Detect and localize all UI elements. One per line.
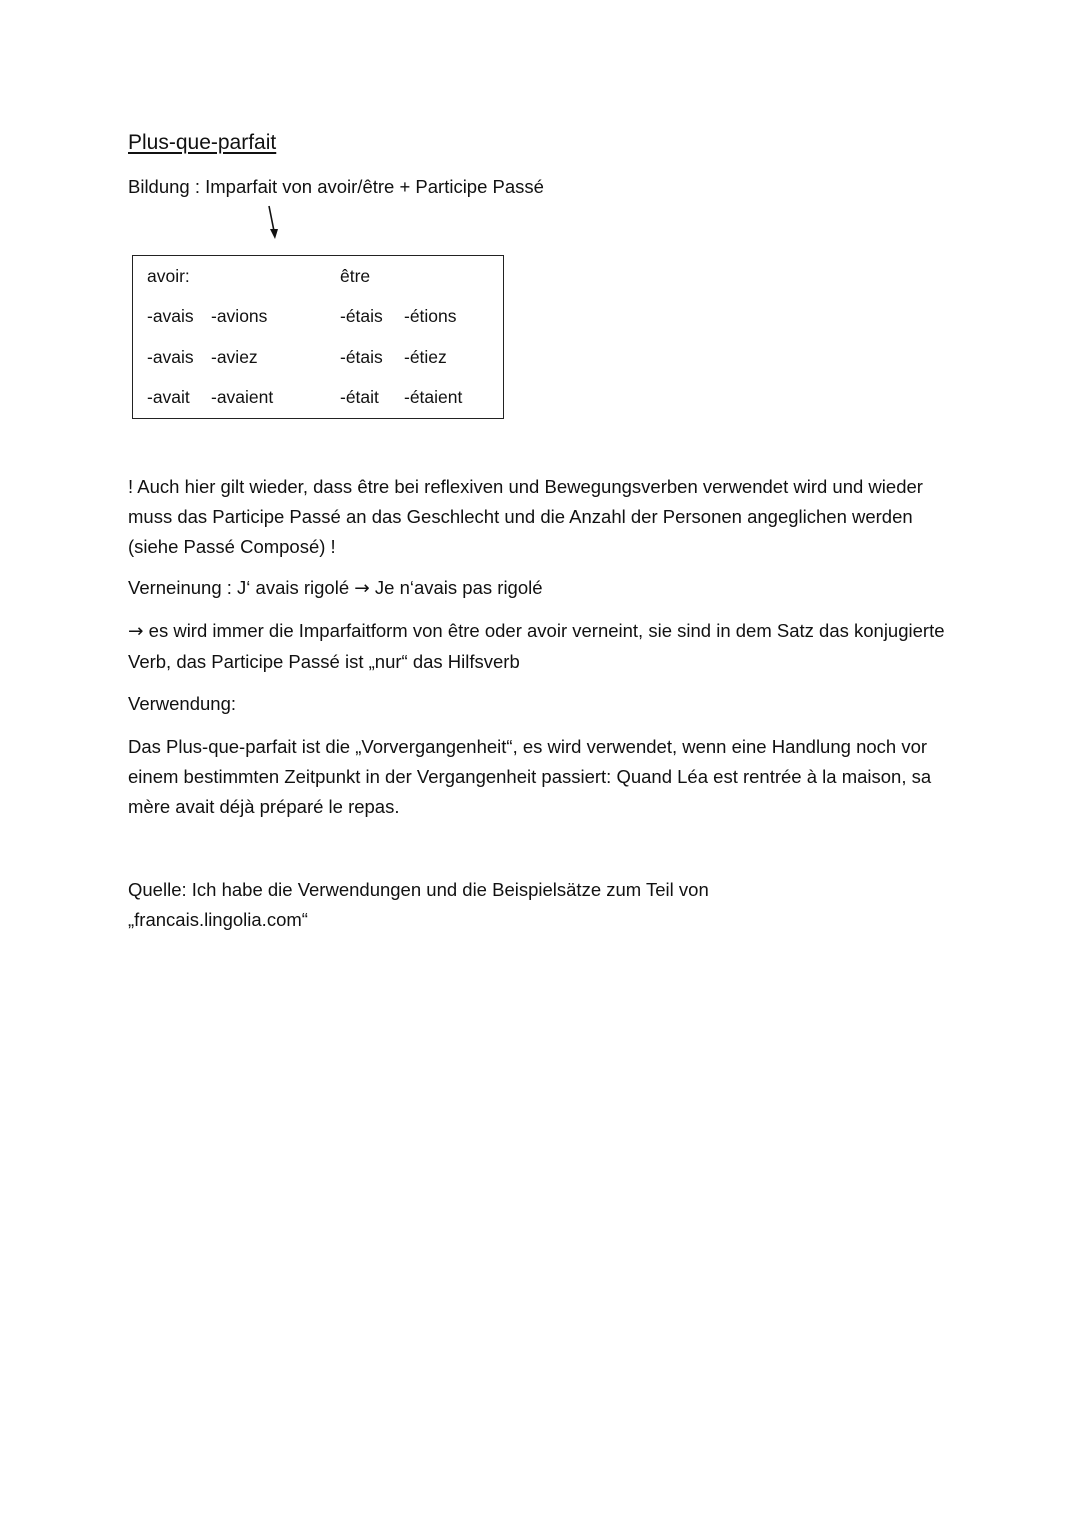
etre-header: être: [340, 266, 371, 286]
avoir-form: -avais: [147, 347, 194, 367]
verwendung-paragraph: Das Plus-que-parfait ist die „Vorvergangenheit“, es wird verwendet, wenn eine Handlung noch vor einem bestimmten Zeitpunkt in der Vergangenheit passiert: Quand Léa est rentrée à la maison, sa mère avait déjà préparé le repas.: [128, 736, 932, 817]
source-note: Quelle: Ich habe die Verwendungen und die Beispielsätze zum Teil von „francais.lingolia.com“: [128, 879, 709, 930]
page-title: Plus-que-parfait: [128, 131, 277, 154]
etre-form: -étais: [340, 347, 383, 367]
avoir-form: -avions: [211, 306, 268, 326]
explanation-text: es wird immer die Imparfaitform von être oder avoir verneint, sie sind in dem Satz das konjugierte Verb, das Participe Passé ist „nur“ das Hilfsverb: [128, 620, 945, 672]
verneinung-label: Verneinung : J‘ avais rigolé: [128, 577, 350, 598]
avoir-form: -aviez: [211, 347, 258, 367]
avoir-form: -avais: [147, 306, 194, 326]
verneinung-result: Je n‘avais pas rigolé: [374, 577, 543, 598]
arrow-right-icon: →: [354, 578, 370, 599]
etre-form: -étions: [404, 306, 457, 326]
etre-form: -était: [340, 387, 379, 407]
explanation-paragraph: [128, 616, 958, 677]
arrow-down-icon: [264, 205, 282, 241]
conjugation-table: [132, 255, 504, 419]
etre-form: -étiez: [404, 347, 447, 367]
verneinung-line: [128, 577, 543, 599]
arrow-right-icon: →: [128, 621, 144, 642]
note-paragraph: ! Auch hier gilt wieder, dass être bei reflexiven und Bewegungsverben verwendet wird und wieder muss das Participe Passé an das Geschlecht und die Anzahl der Personen angeglichen werden (siehe Passé Composé) !: [128, 476, 923, 557]
avoir-header: avoir:: [147, 266, 190, 286]
avoir-form: -avait: [147, 387, 190, 407]
avoir-form: -avaient: [211, 387, 274, 407]
bildung-line: Bildung : Imparfait von avoir/être + Participe Passé: [128, 176, 544, 197]
etre-form: -étais: [340, 306, 383, 326]
etre-form: -étaient: [404, 387, 463, 407]
verwendung-heading: Verwendung:: [128, 693, 237, 714]
